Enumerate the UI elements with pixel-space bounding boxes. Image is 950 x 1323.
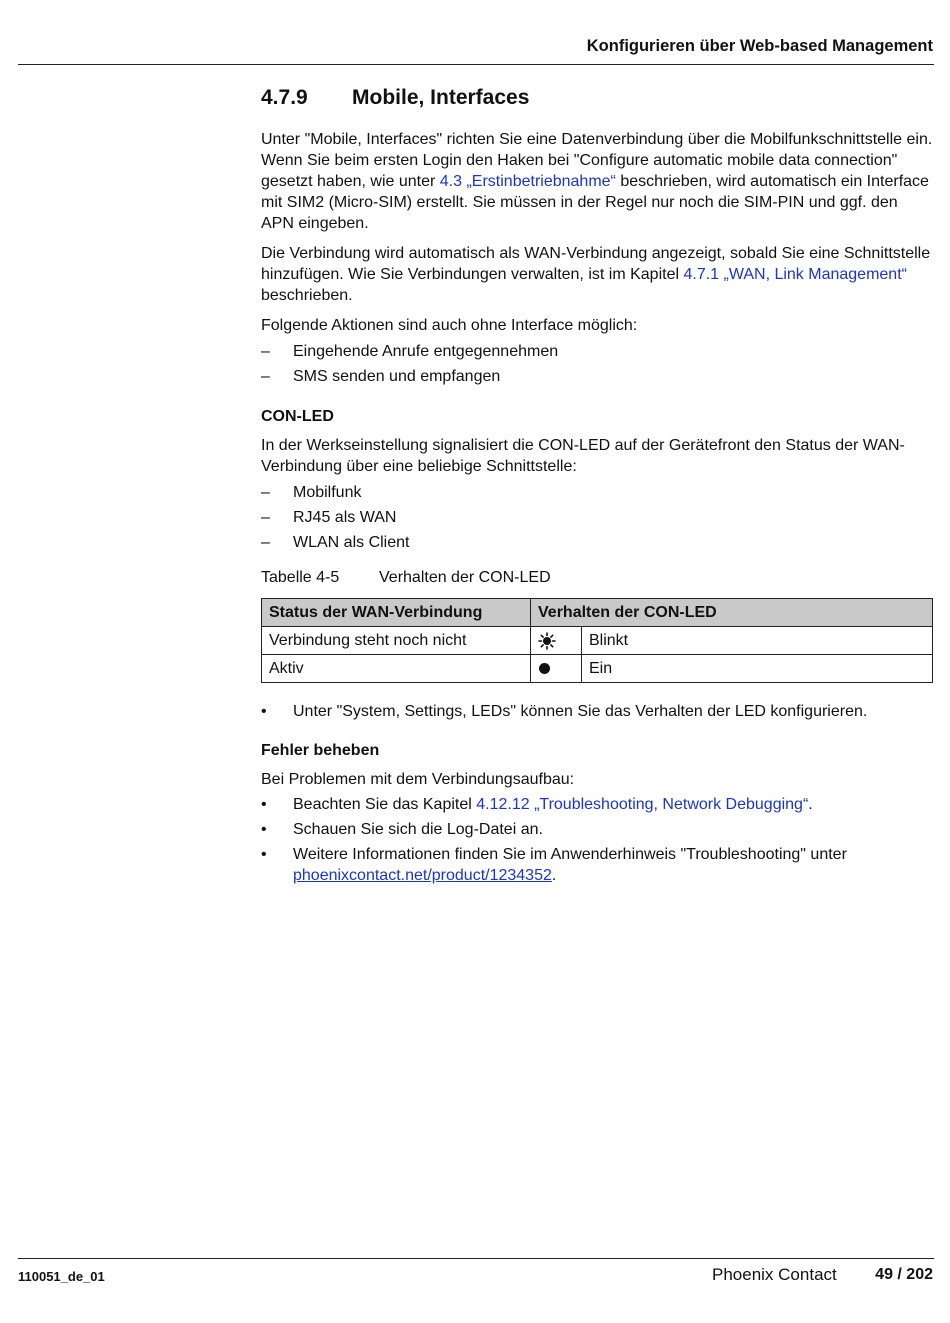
wan-text-end: beschrieben. bbox=[261, 287, 353, 304]
footer-page-number: 49 / 202 bbox=[875, 1266, 933, 1283]
troubleshooting-intro: Bei Problemen mit dem Verbindungsaufbau: bbox=[261, 771, 575, 788]
table-cell-icon bbox=[531, 627, 582, 655]
list-item bbox=[261, 844, 933, 886]
item-text: . bbox=[808, 796, 813, 813]
actions-list bbox=[261, 341, 933, 387]
link-erstinbetriebnahme[interactable]: 4.3 „Erstinbetriebnahme“ bbox=[439, 173, 616, 190]
list-item: – Mobilfunk bbox=[261, 482, 933, 503]
table-cell-behavior: Ein bbox=[582, 655, 933, 683]
page-content bbox=[261, 84, 933, 890]
link-product-page[interactable]: phoenixcontact.net/product/1234352 bbox=[293, 867, 552, 884]
section-heading bbox=[261, 84, 933, 112]
link-wan-link-management[interactable]: 4.7.1 „WAN, Link Management“ bbox=[683, 266, 907, 283]
header-divider bbox=[18, 64, 934, 65]
intro-text-start: Unter "Mobile, Interfaces" richten Sie eine Datenverbindung über die Mobilfunkschnittstelle ein. Wenn Sie beim ersten Login den Haken bei "Configure automatic mobile data connection" gesetzt haben, wie unter bbox=[261, 131, 933, 190]
item-text: Beachten Sie das Kapitel bbox=[293, 796, 477, 813]
table-header-status: Status der WAN-Verbindung bbox=[262, 599, 531, 627]
list-item: • Unter "System, Settings, LEDs" können Sie das Verhalten der LED konfigurieren. bbox=[261, 701, 933, 722]
interface-list bbox=[261, 482, 933, 553]
intro-text-end: beschrieben, wird automatisch ein Interface mit SIM2 (Micro-SIM) erstellt. Sie müssen in der Regel nur noch die SIM-PIN und ggf. den APN eingeben. bbox=[261, 173, 929, 232]
footer-doc-id: 110051_de_01 bbox=[18, 1269, 105, 1284]
wan-text-start: Die Verbindung wird automatisch als WAN-Verbindung angezeigt, sobald Sie eine Schnittstelle hinzufügen. Wie Sie Verbindungen verwalten, ist im Kapitel bbox=[261, 245, 931, 283]
actions-intro: Folgende Aktionen sind auch ohne Interface möglich: bbox=[261, 317, 638, 334]
troubleshooting-heading: Fehler beheben bbox=[261, 742, 380, 759]
troubleshooting-list bbox=[261, 794, 933, 886]
section-title: Mobile, Interfaces bbox=[352, 86, 530, 109]
list-item: – RJ45 als WAN bbox=[261, 507, 933, 528]
list-item: – WLAN als Client bbox=[261, 532, 933, 553]
link-troubleshooting-chapter[interactable]: 4.12.12 „Troubleshooting, Network Debugging“ bbox=[476, 796, 809, 813]
con-led-intro: In der Werkseinstellung signalisiert die CON-LED auf der Gerätefront den Status der WAN-Verbindung über eine beliebige Schnittstelle: bbox=[261, 437, 905, 475]
wan-paragraph bbox=[261, 243, 933, 306]
table-header-behavior: Verhalten der CON-LED bbox=[531, 599, 933, 627]
con-led-table bbox=[261, 598, 933, 683]
table-cell-status: Aktiv bbox=[262, 655, 531, 683]
con-led-heading: CON-LED bbox=[261, 408, 334, 425]
table-cell-status: Verbindung steht noch nicht bbox=[262, 627, 531, 655]
table-cell-icon bbox=[531, 655, 582, 683]
list-item: – SMS senden und empfangen bbox=[261, 366, 933, 387]
led-blinking-icon bbox=[538, 632, 556, 650]
table-caption bbox=[261, 567, 933, 588]
section-number: 4.7.9 bbox=[261, 86, 308, 109]
table-cell-behavior: Blinkt bbox=[582, 627, 933, 655]
item-text: . bbox=[551, 867, 557, 884]
list-item: • Schauen Sie sich die Log-Datei an. bbox=[261, 819, 933, 840]
table-caption-title: Verhalten der CON-LED bbox=[379, 569, 551, 586]
led-on-icon bbox=[539, 663, 550, 674]
footer-divider bbox=[18, 1258, 934, 1259]
table-header-row bbox=[262, 599, 933, 627]
note-list bbox=[261, 701, 933, 722]
item-text: Weitere Informationen finden Sie im Anwenderhinweis "Troubleshooting" unter bbox=[293, 846, 847, 863]
table-caption-label: Tabelle 4-5 bbox=[261, 569, 340, 586]
footer-company: Phoenix Contact bbox=[712, 1265, 837, 1284]
table-row bbox=[262, 627, 933, 655]
running-header-title: Konfigurieren über Web-based Management bbox=[586, 37, 933, 55]
intro-paragraph bbox=[261, 129, 933, 234]
list-item: – Eingehende Anrufe entgegennehmen bbox=[261, 341, 933, 362]
table-row bbox=[262, 655, 933, 683]
list-item bbox=[261, 794, 933, 815]
